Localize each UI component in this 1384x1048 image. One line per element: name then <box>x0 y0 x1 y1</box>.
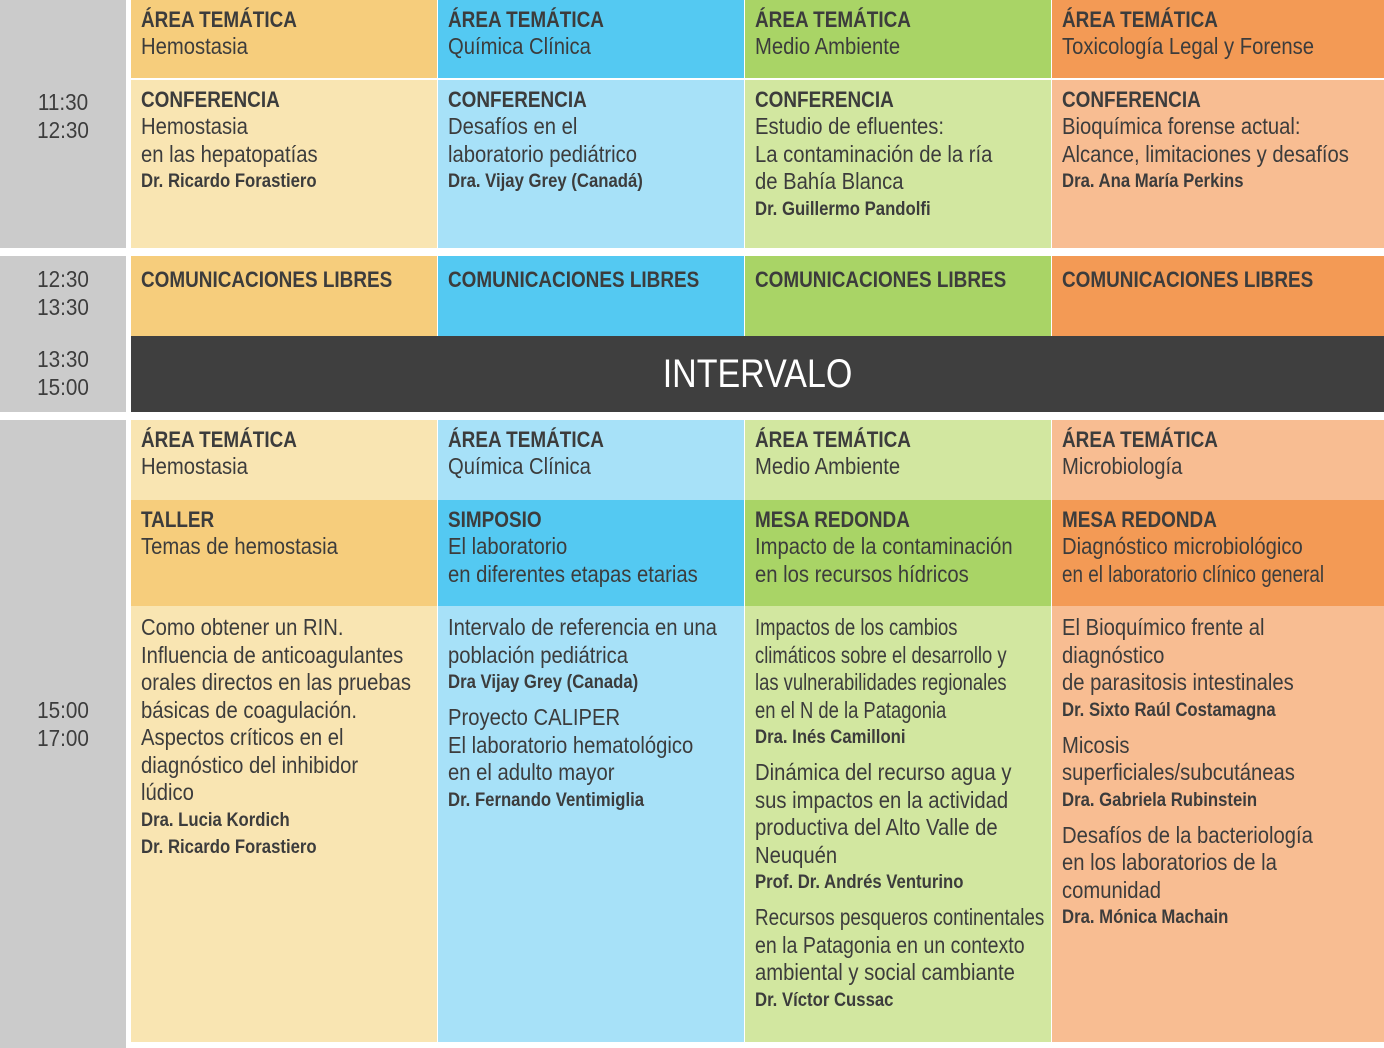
speaker-name: Dr. Fernando Ventimiglia <box>448 789 645 811</box>
talk-title-line: lúdico <box>141 779 194 805</box>
session-type: TALLER <box>141 507 215 532</box>
session-type: SIMPOSIO <box>448 507 542 532</box>
time-end-intervalo: 15:00 <box>37 374 89 400</box>
speaker-name: Dra Vijay Grey (Canada) <box>448 672 639 693</box>
session-title-line: Bioquímica forense actual: <box>1062 113 1301 139</box>
intervalo-bar <box>131 336 1384 412</box>
session-title-line: Desafíos en el <box>448 113 578 139</box>
time-start-comunicaciones: 12:30 <box>37 266 89 292</box>
block2-col2-session-header <box>438 500 744 606</box>
area-label: ÁREA TEMÁTICA <box>448 427 604 452</box>
speaker-name: Dr. Ricardo Forastiero <box>141 171 317 192</box>
talk-title-line: Intervalo de referencia en una <box>448 614 717 640</box>
speaker-name: Prof. Dr. Andrés Venturino <box>755 872 964 893</box>
talk-title-line: comunidad <box>1062 876 1162 903</box>
comunicaciones-label: COMUNICACIONES LIBRES <box>755 267 1007 292</box>
talk-title-line: Micosis <box>1062 731 1130 758</box>
comunicaciones-col2 <box>438 256 744 336</box>
session-title-line: Alcance, limitaciones y desafíos <box>1062 140 1349 167</box>
speaker-name: Dra. Inés Camilloni <box>755 727 906 748</box>
comunicaciones-label: COMUNICACIONES LIBRES <box>448 267 700 292</box>
session-title-line: Hemostasia <box>141 113 248 139</box>
talk-title-line: en el N de la Patagonia <box>755 696 947 723</box>
talk-title-line: sus impactos en la actividad <box>755 786 1009 813</box>
talk-title-line: orales directos en las pruebas <box>141 669 412 695</box>
talk-title-line: en la Patagonia en un contexto <box>755 931 1025 958</box>
area-label: ÁREA TEMÁTICA <box>1062 7 1218 32</box>
session-title-line: en el laboratorio clínico general <box>1062 560 1325 587</box>
area-name: Medio Ambiente <box>755 33 901 59</box>
talk-title-line: climáticos sobre el desarrollo y <box>755 641 1007 668</box>
talk-title-line: Neuquén <box>755 841 838 868</box>
session-title-line: Impacto de la contaminación <box>755 533 1013 559</box>
area-name: Medio Ambiente <box>755 453 901 479</box>
speaker-name: Dr. Sixto Raúl Costamagna <box>1062 699 1276 721</box>
block2-col4-area-header <box>1052 420 1384 500</box>
intervalo-label: INTERVALO <box>662 352 853 396</box>
talk-title-line: de parasitosis intestinales <box>1062 669 1294 695</box>
speaker-name: Dr. Guillermo Pandolfi <box>755 198 931 220</box>
area-name: Química Clínica <box>448 453 591 479</box>
talk-title-line: en el adulto mayor <box>448 759 615 785</box>
block2-col1-session-header <box>131 500 437 606</box>
talk-title-line: las vulnerabilidades regionales <box>755 669 1007 695</box>
time-start-block1: 11:30 <box>37 89 89 115</box>
comunicaciones-col4 <box>1052 256 1384 336</box>
talk-title-line: El laboratorio hematológico <box>448 731 694 758</box>
comunicaciones-label: COMUNICACIONES LIBRES <box>141 267 393 292</box>
session-type: MESA REDONDA <box>755 507 910 532</box>
talk-title-line: diagnóstico del inhibidor <box>141 751 359 778</box>
talk-title-line: Impactos de los cambios <box>755 614 958 640</box>
talk-title-line: Desafíos de la bacteriología <box>1062 821 1313 848</box>
time-end-block1: 12:30 <box>37 117 89 143</box>
speaker-name: Dra. Ana María Perkins <box>1062 171 1244 192</box>
area-name: Hemostasia <box>141 33 248 59</box>
session-title-line: Temas de hemostasia <box>141 533 338 559</box>
comunicaciones-label: COMUNICACIONES LIBRES <box>1062 267 1314 292</box>
block2-col4-session-header <box>1052 500 1384 606</box>
block2-col2-talks <box>438 606 744 1042</box>
speaker-name: Dr. Víctor Cussac <box>755 989 894 1011</box>
talk-title-line: en los laboratorios de la <box>1062 849 1277 875</box>
time-end-block2: 17:00 <box>37 725 89 751</box>
block2-col2-area-header <box>438 420 744 500</box>
session-title-line: Estudio de efluentes: <box>755 113 945 139</box>
talk-title-line: El Bioquímico frente al <box>1062 614 1265 640</box>
block1-col4-area-header <box>1052 0 1384 78</box>
area-label: ÁREA TEMÁTICA <box>141 7 297 32</box>
comunicaciones-col1 <box>131 256 437 336</box>
talk-title-line: Influencia de anticoagulantes <box>141 641 404 668</box>
speaker-name: Dr. Ricardo Forastiero <box>141 836 317 858</box>
session-type: CONFERENCIA <box>448 87 587 112</box>
talk <box>755 759 1043 896</box>
speaker-name: Dra. Vijay Grey (Canadá) <box>448 171 643 192</box>
block2-col4-talks <box>1052 606 1384 1042</box>
talk-title-line: básicas de coagulación. <box>141 696 358 723</box>
talk <box>448 704 736 814</box>
area-name: Química Clínica <box>448 33 591 59</box>
block2-col3-area-header <box>745 420 1051 500</box>
session-title-line: de Bahía Blanca <box>755 168 904 194</box>
talk-title-line: población pediátrica <box>448 641 629 668</box>
talk-title-line: diagnóstico <box>1062 641 1165 668</box>
talk <box>1062 822 1376 932</box>
comunicaciones-col3 <box>745 256 1051 336</box>
talk-title-line: superficiales/subcutáneas <box>1062 759 1295 785</box>
speaker-name: Dra. Lucia Kordich <box>141 809 290 831</box>
session-title-line: La contaminación de la ría <box>755 140 993 167</box>
session-type: MESA REDONDA <box>1062 507 1217 532</box>
area-name: Microbiología <box>1062 453 1183 479</box>
block2-col3-session-header <box>745 500 1051 606</box>
talk-title-line: Como obtener un RIN. <box>141 614 344 640</box>
block1-col3-area-header <box>745 0 1051 78</box>
area-label: ÁREA TEMÁTICA <box>1062 427 1218 452</box>
talk <box>448 614 736 696</box>
session-title-line: laboratorio pediátrico <box>448 140 638 167</box>
area-name: Hemostasia <box>141 453 248 479</box>
session-title-line: El laboratorio <box>448 533 568 559</box>
session-title-line: en los recursos hídricos <box>755 560 969 587</box>
block1-col2-session <box>438 80 744 248</box>
session-title-line: en las hepatopatías <box>141 140 318 167</box>
speaker-name: Dra. Gabriela Rubinstein <box>1062 789 1258 811</box>
talk-title-line: Recursos pesqueros continentales <box>755 904 1045 930</box>
session-type: CONFERENCIA <box>141 87 280 112</box>
block1-col1-area-header <box>131 0 437 78</box>
block2-col3-talks <box>745 606 1051 1042</box>
time-end-comunicaciones: 13:30 <box>37 294 89 320</box>
block1-col4-session <box>1052 80 1384 248</box>
session-type: CONFERENCIA <box>1062 87 1201 112</box>
talk-title-line: productiva del Alto Valle de <box>755 814 998 840</box>
session-title-line: en diferentes etapas etarias <box>448 560 698 587</box>
talk <box>1062 732 1376 814</box>
speaker-name: Dra. Mónica Machain <box>1062 907 1229 928</box>
area-label: ÁREA TEMÁTICA <box>448 7 604 32</box>
time-start-block2: 15:00 <box>37 697 89 723</box>
talk <box>1062 614 1376 724</box>
time-start-intervalo: 13:30 <box>37 346 89 372</box>
area-label: ÁREA TEMÁTICA <box>755 7 911 32</box>
talk-title-line: Aspectos críticos en el <box>141 724 344 750</box>
session-title-line: Diagnóstico microbiológico <box>1062 533 1303 559</box>
talk-title-line: Dinámica del recurso agua y <box>755 759 1012 785</box>
talk-title-line: ambiental y social cambiante <box>755 959 1015 985</box>
talk-title-line: Proyecto CALIPER <box>448 704 621 730</box>
area-label: ÁREA TEMÁTICA <box>755 427 911 452</box>
talk <box>141 614 429 861</box>
session-type: CONFERENCIA <box>755 87 894 112</box>
talk <box>755 614 1043 751</box>
block1-col2-area-header <box>438 0 744 78</box>
talk <box>755 904 1043 1014</box>
block2-col1-area-header <box>131 420 437 500</box>
area-name: Toxicología Legal y Forense <box>1062 33 1315 59</box>
block2-col1-talks <box>131 606 437 1042</box>
block1-col1-session <box>131 80 437 248</box>
block1-col3-session <box>745 80 1051 248</box>
area-label: ÁREA TEMÁTICA <box>141 427 297 452</box>
